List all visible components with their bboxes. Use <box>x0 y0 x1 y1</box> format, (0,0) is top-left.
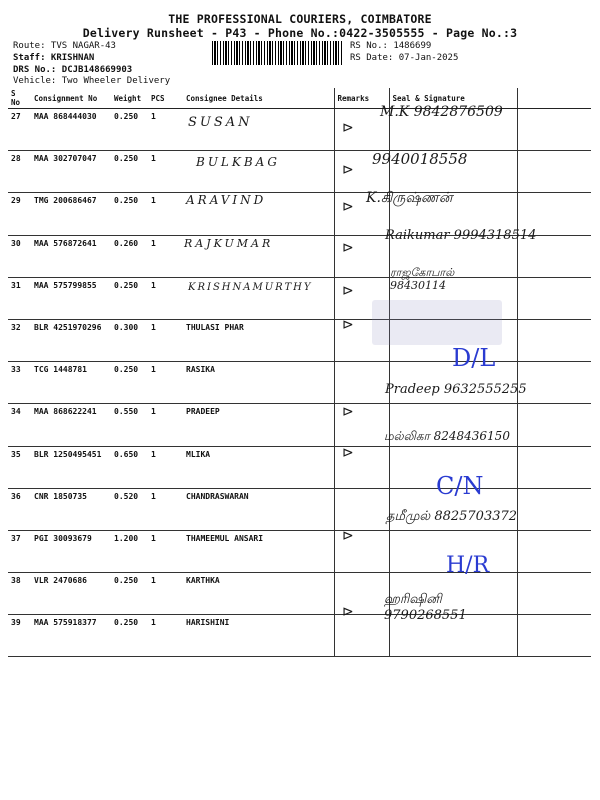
col-consignee: Consignee Details <box>183 88 334 109</box>
handwritten-name: KRISHNAMURTHY <box>188 282 313 293</box>
table-row <box>8 319 591 361</box>
cell-consignment: BLR 1250495451 <box>31 446 111 488</box>
cell-pcs: 1 <box>148 151 183 193</box>
cell-weight: 0.250 <box>111 109 148 151</box>
runsheet-title: Delivery Runsheet - P43 - Phone No.:0422-3505555 - Page No.:3 <box>82 26 518 40</box>
handwritten-signature: தமீமுல் 8825703372 <box>386 509 518 524</box>
cell-sno: 27 <box>8 109 31 151</box>
table-row <box>8 530 591 572</box>
cell-weight: 0.650 <box>111 446 148 488</box>
tick-mark: ⊳ <box>342 604 354 620</box>
cell-sno: 34 <box>8 404 31 446</box>
tick-mark: ⊳ <box>342 162 354 178</box>
cell-weight: 0.260 <box>111 235 148 277</box>
cell-consignment: MAA 575918377 <box>31 615 111 657</box>
cell-consignee: MLIKA <box>183 446 334 488</box>
handwritten-signature: ராஜகோபால் 98430114 <box>390 266 455 292</box>
handwritten-signature: ஹரிஷினி 9790268551 <box>384 592 467 623</box>
col-signature: Seal & Signature <box>389 88 517 109</box>
staff-label: Staff: KRISHNAN <box>13 53 95 63</box>
col-consignment: Consignment No <box>31 88 111 109</box>
tick-mark: ⊳ <box>342 404 354 420</box>
handwritten-status: H/R <box>446 553 490 578</box>
col-sno: S No <box>8 88 31 109</box>
cell-pcs: 1 <box>148 446 183 488</box>
cell-consignee: PRADEEP <box>183 404 334 446</box>
rs-number: RS No.: 1486699 <box>350 41 432 51</box>
cell-consignee: CHANDRASWARAN <box>183 488 334 530</box>
tick-mark: ⊳ <box>342 317 354 333</box>
handwritten-signature: Pradeep 9632555255 <box>385 382 527 397</box>
cell-pcs: 1 <box>148 193 183 235</box>
cell-consignment: MAA 868622241 <box>31 404 111 446</box>
cell-blank <box>517 615 591 657</box>
cell-consignee: THULASI PHAR <box>183 319 334 361</box>
cell-consignment: VLR 2470686 <box>31 573 111 615</box>
cell-blank <box>517 319 591 361</box>
barcode-image <box>212 41 342 65</box>
cell-weight: 0.250 <box>111 615 148 657</box>
cell-weight: 0.300 <box>111 319 148 361</box>
tick-mark: ⊳ <box>342 240 354 256</box>
handwritten-status: C/N <box>436 472 484 500</box>
handwritten-signature: K.கிருஷ்ணன் <box>366 190 453 206</box>
tick-mark: ⊳ <box>342 199 354 215</box>
cell-blank <box>517 277 591 319</box>
cell-consignee: THAMEEMUL ANSARI <box>183 530 334 572</box>
cell-consignee: RASIKA <box>183 362 334 404</box>
cell-pcs: 1 <box>148 615 183 657</box>
cell-weight: 1.200 <box>111 530 148 572</box>
drs-value: DCJB148669903 <box>61 65 133 75</box>
cell-weight: 0.250 <box>111 573 148 615</box>
tick-mark: ⊳ <box>342 445 354 461</box>
cell-consignment: BLR 4251970296 <box>31 319 111 361</box>
cell-pcs: 1 <box>148 109 183 151</box>
handwritten-name: ARAVIND <box>186 193 267 207</box>
cell-sno: 32 <box>8 319 31 361</box>
cell-sno: 28 <box>8 151 31 193</box>
cell-sno: 29 <box>8 193 31 235</box>
table-row <box>8 109 591 151</box>
seal-stamp <box>372 300 502 345</box>
runsheet-table <box>8 88 591 657</box>
table-row <box>8 446 591 488</box>
cell-blank <box>517 446 591 488</box>
company-title: THE PROFESSIONAL COURIERS, COIMBATORE <box>168 12 432 26</box>
handwritten-signature: 9940018558 <box>372 150 468 168</box>
cell-weight: 0.250 <box>111 193 148 235</box>
cell-sno: 33 <box>8 362 31 404</box>
handwritten-name: BULKBAG <box>196 155 280 169</box>
handwritten-signature: மல்லிகா 8248436150 <box>384 429 510 443</box>
cell-consignment: MAA 575799855 <box>31 277 111 319</box>
cell-sno: 39 <box>8 615 31 657</box>
handwritten-signature: M.K 9842876509 <box>380 104 503 120</box>
cell-weight: 0.250 <box>111 362 148 404</box>
cell-consignment: TCG 1448781 <box>31 362 111 404</box>
cell-sno: 31 <box>8 277 31 319</box>
cell-consignment: PGI 30093679 <box>31 530 111 572</box>
handwritten-status: D/L <box>452 344 496 372</box>
cell-sno: 38 <box>8 573 31 615</box>
cell-blank <box>517 530 591 572</box>
cell-consignment: MAA 868444030 <box>31 109 111 151</box>
cell-sno: 36 <box>8 488 31 530</box>
cell-consignment: TMG 200686467 <box>31 193 111 235</box>
tick-mark: ⊳ <box>342 120 354 136</box>
cell-consignment: MAA 576872641 <box>31 235 111 277</box>
cell-sno: 30 <box>8 235 31 277</box>
cell-pcs: 1 <box>148 235 183 277</box>
rs-date: RS Date: 07-Jan-2025 <box>350 53 459 63</box>
cell-blank <box>517 151 591 193</box>
cell-consignee: HARISHINI <box>183 615 334 657</box>
route-label: Route: TVS NAGAR-43 <box>13 41 116 51</box>
cell-pcs: 1 <box>148 573 183 615</box>
vehicle-label: Vehicle: Two Wheeler Delivery <box>13 76 171 86</box>
cell-sno: 35 <box>8 446 31 488</box>
drs-label: DRS No.: <box>13 65 57 75</box>
drs-number <box>13 65 132 75</box>
tick-mark: ⊳ <box>342 283 354 299</box>
handwritten-signature: Raikumar 9994318514 <box>385 228 537 243</box>
table-header-row <box>8 88 591 109</box>
cell-pcs: 1 <box>148 277 183 319</box>
cell-sno: 37 <box>8 530 31 572</box>
col-weight: Weight <box>111 88 148 109</box>
cell-pcs: 1 <box>148 404 183 446</box>
cell-pcs: 1 <box>148 530 183 572</box>
cell-remarks <box>334 615 389 657</box>
handwritten-name: RAJKUMAR <box>184 237 274 250</box>
cell-consignment: CNR 1850735 <box>31 488 111 530</box>
col-blank <box>517 88 591 109</box>
cell-consignment: MAA 302707047 <box>31 151 111 193</box>
cell-weight: 0.250 <box>111 151 148 193</box>
cell-pcs: 1 <box>148 362 183 404</box>
cell-weight: 0.250 <box>111 277 148 319</box>
cell-remarks <box>334 362 389 404</box>
cell-blank <box>517 109 591 151</box>
cell-blank <box>517 573 591 615</box>
table-row <box>8 151 591 193</box>
cell-consignee: KARTHKA <box>183 573 334 615</box>
handwritten-name: SUSAN <box>188 115 253 130</box>
cell-blank <box>517 404 591 446</box>
col-remarks: Remarks <box>334 88 389 109</box>
cell-pcs: 1 <box>148 319 183 361</box>
tick-mark: ⊳ <box>342 528 354 544</box>
cell-remarks <box>334 488 389 530</box>
cell-weight: 0.550 <box>111 404 148 446</box>
col-pcs: PCS <box>148 88 183 109</box>
cell-weight: 0.520 <box>111 488 148 530</box>
cell-pcs: 1 <box>148 488 183 530</box>
